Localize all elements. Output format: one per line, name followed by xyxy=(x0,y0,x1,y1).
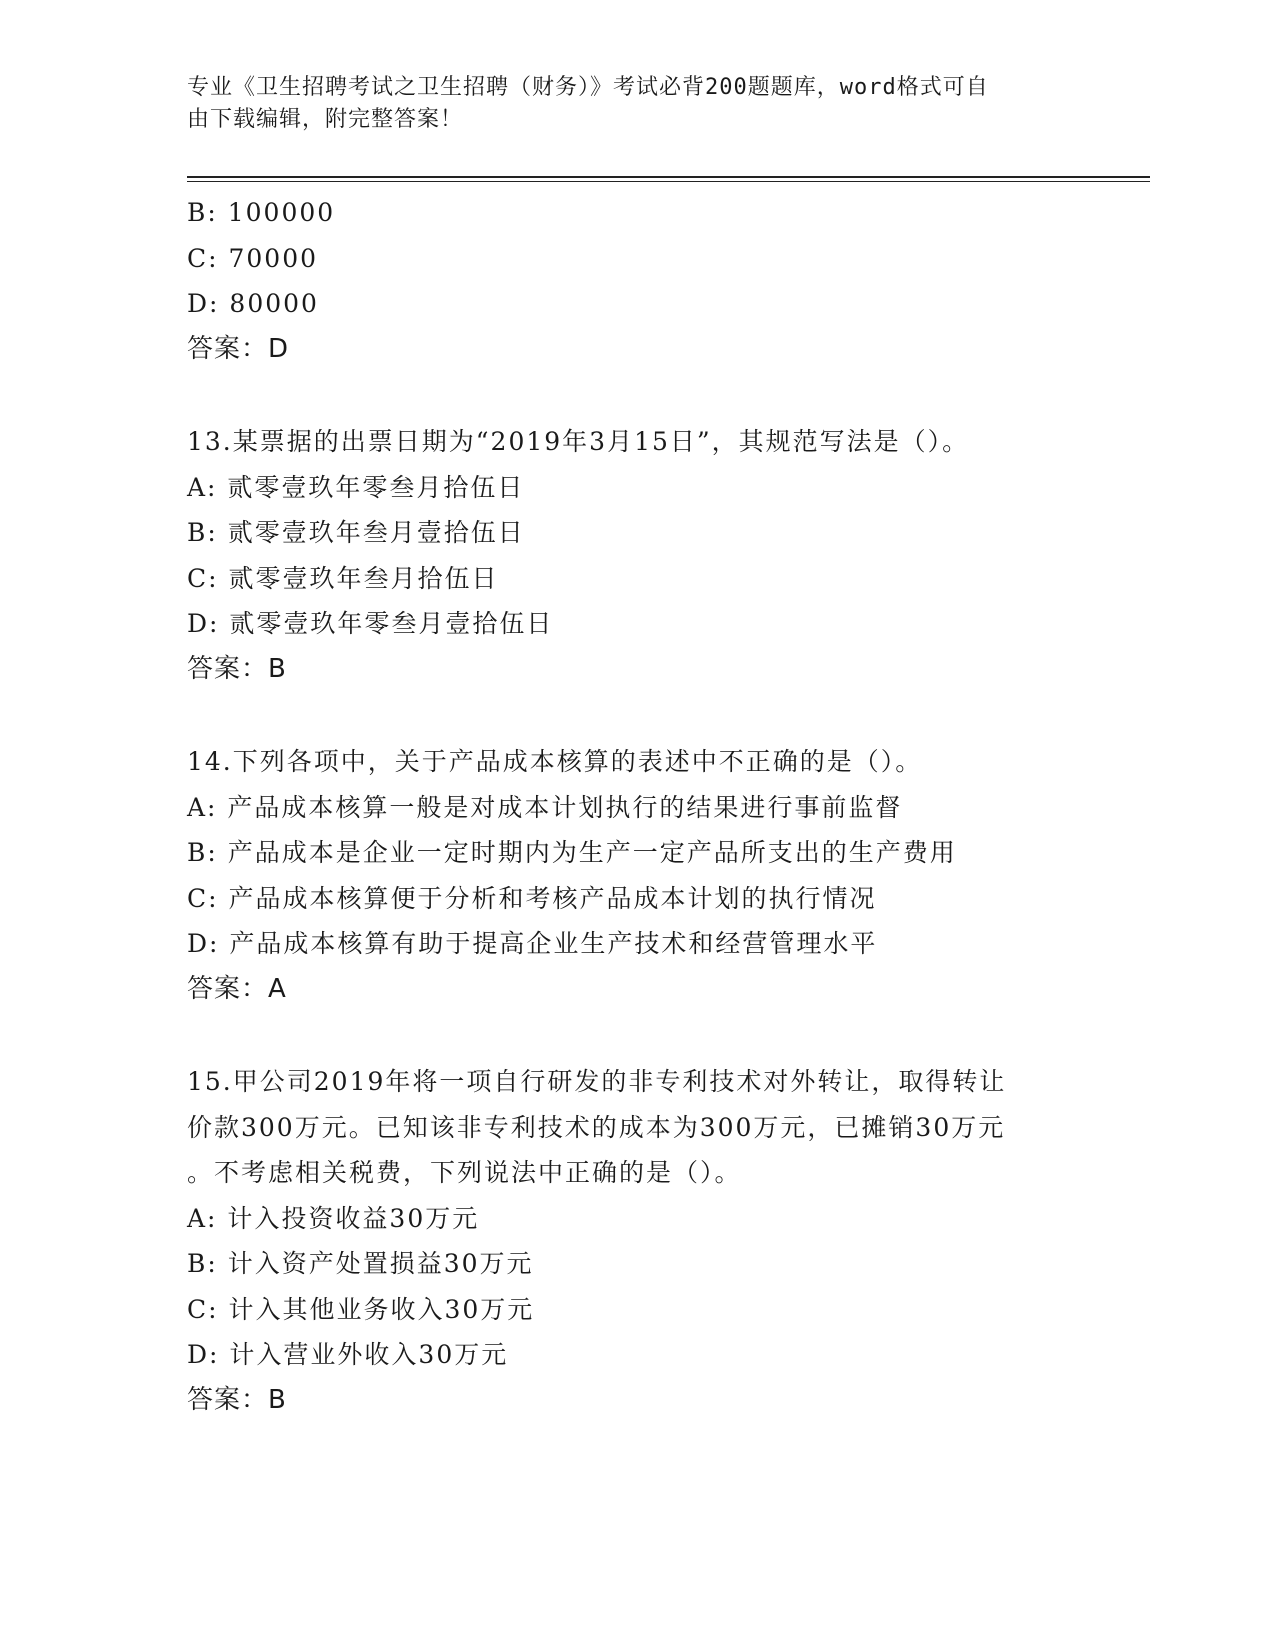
answer-line: 答案：D xyxy=(187,333,290,364)
option-a: A: 计入投资收益30万元 xyxy=(187,1203,480,1233)
question-14 xyxy=(187,739,1087,1012)
answer-line: 答案：B xyxy=(187,653,287,684)
option-b: B: 贰零壹玖年叁月壹拾伍日 xyxy=(187,518,525,547)
header-divider-thin xyxy=(187,181,1150,182)
question-stem-line-3: 。不考虑相关税费，下列说法中正确的是（）。 xyxy=(187,1158,742,1187)
option-d: D: 计入营业外收入30万元 xyxy=(187,1340,509,1369)
option-b: B: 产品成本是企业一定时期内为生产一定产品所支出的生产费用 xyxy=(187,838,957,867)
page-header xyxy=(187,72,1067,136)
option-c: C: 70000 xyxy=(187,243,319,273)
option-d: D: 贰零壹玖年零叁月壹拾伍日 xyxy=(187,609,554,638)
option-b: B: 计入资产处置损益30万元 xyxy=(187,1249,534,1278)
option-a: A: 产品成本核算一般是对成本计划执行的结果进行事前监督 xyxy=(187,792,903,822)
answer-line: 答案：A xyxy=(187,973,287,1004)
spacer xyxy=(187,692,1087,739)
option-a: A: 贰零壹玖年零叁月拾伍日 xyxy=(187,472,525,502)
option-c: C: 产品成本核算便于分析和考核产品成本计划的执行情况 xyxy=(187,883,877,913)
spacer xyxy=(187,1012,1087,1059)
question-stem-line-1: 15.甲公司2019年将一项自行研发的非专利技术对外转让，取得转让 xyxy=(187,1067,1007,1096)
spacer xyxy=(187,372,1087,419)
option-d: D: 80000 xyxy=(187,289,319,318)
question-12-continued xyxy=(187,190,1087,372)
question-stem: 14.下列各项中，关于产品成本核算的表述中不正确的是（）。 xyxy=(187,747,923,776)
header-line-1: 专业《卫生招聘考试之卫生招聘（财务）》考试必背200题题库，word格式可自 xyxy=(187,75,989,100)
answer-line: 答案：B xyxy=(187,1384,287,1415)
question-list xyxy=(187,190,1087,1423)
question-13 xyxy=(187,419,1087,692)
question-15 xyxy=(187,1059,1087,1423)
option-c: C: 计入其他业务收入30万元 xyxy=(187,1294,535,1324)
question-stem: 13.某票据的出票日期为“2019年3月15日”，其规范写法是（）。 xyxy=(187,427,970,456)
option-c: C: 贰零壹玖年叁月拾伍日 xyxy=(187,563,499,593)
question-stem-line-2: 价款300万元。已知该非专利技术的成本为300万元，已摊销30万元 xyxy=(187,1112,1006,1142)
header-line-2: 由下载编辑，附完整答案！ xyxy=(187,107,464,132)
header-divider-thick xyxy=(187,176,1150,178)
option-d: D: 产品成本核算有助于提高企业生产技术和经营管理水平 xyxy=(187,929,878,958)
option-b: B: 100000 xyxy=(187,198,336,227)
